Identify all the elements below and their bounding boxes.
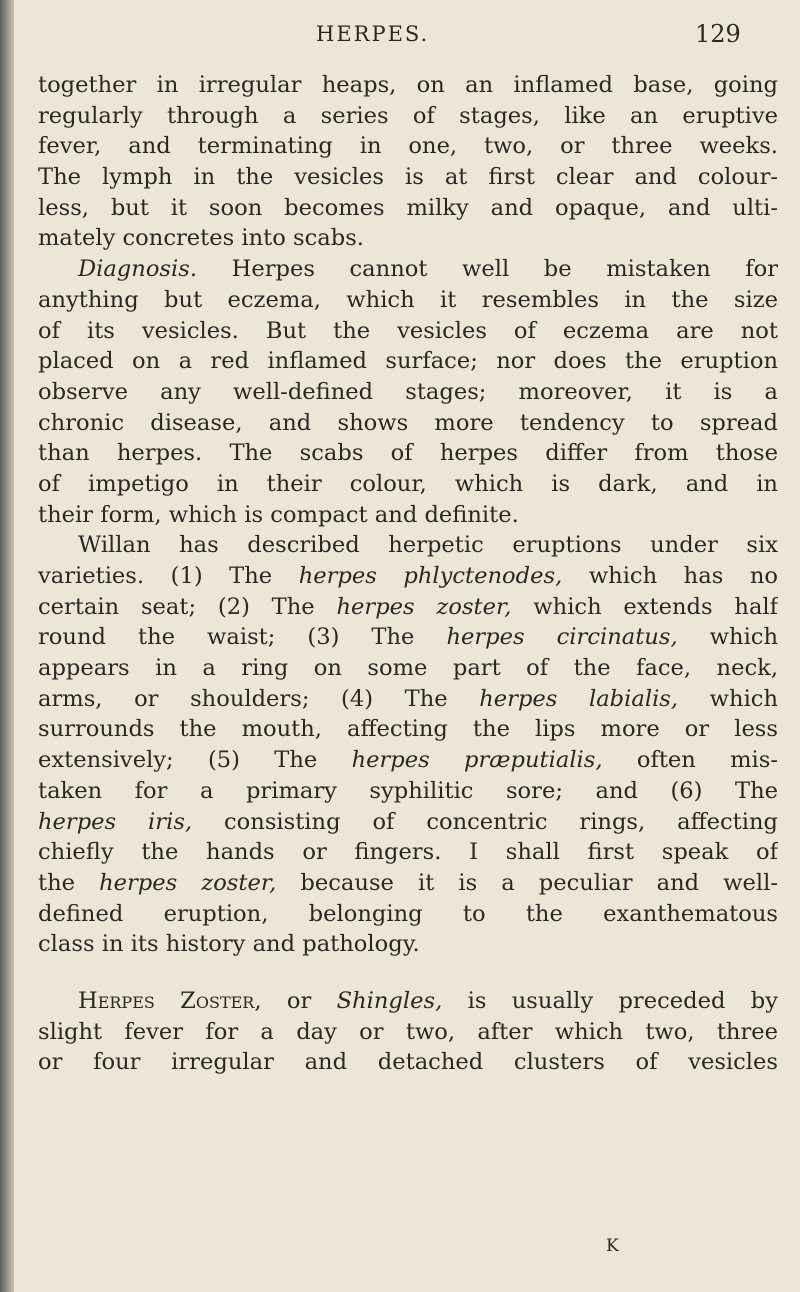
- text-line: [38, 316, 778, 347]
- text-line: [38, 592, 778, 623]
- signature-mark: K: [606, 1236, 619, 1256]
- text-line: [38, 162, 778, 193]
- text-line: [38, 408, 778, 439]
- text-run: chiefly the hands or fingers. I shall first speak of: [38, 839, 778, 866]
- text-line: [38, 776, 778, 807]
- text-line: [38, 346, 778, 377]
- italic-text: Shingles,: [336, 987, 443, 1014]
- text-run: which: [678, 685, 778, 712]
- page-number: 129: [695, 20, 741, 48]
- text-run: certain seat; (2) The: [38, 593, 337, 620]
- text-run: the: [38, 869, 100, 896]
- text-run: mately concretes into scabs.: [38, 225, 364, 252]
- text-run: arms, or shoulders; (4) The: [38, 685, 480, 712]
- italic-text: herpes præputialis,: [351, 747, 603, 774]
- text-line: [38, 377, 778, 408]
- text-line: [38, 285, 778, 316]
- text-run: slight fever for a day or two, after which two, three: [38, 1018, 778, 1045]
- text-run: The lymph in the vesicles is at first clear and colour-: [38, 164, 778, 191]
- text-run: round the waist; (3) The: [38, 624, 447, 651]
- italic-text: herpes iris,: [38, 808, 193, 835]
- small-caps-text: Herpes Zoster,: [78, 987, 262, 1014]
- text-run: of its vesicles. But the vesicles of eczema are not: [38, 317, 778, 344]
- text-run: often mis-: [602, 747, 778, 774]
- text-run: less, but it soon becomes milky and opaque, and ulti-: [38, 194, 778, 221]
- text-line: [38, 530, 778, 561]
- text-run: defined eruption, belonging to the exanthematous: [38, 900, 778, 927]
- text-line: [38, 899, 778, 930]
- text-run: chronic disease, and shows more tendency to spread: [38, 409, 778, 436]
- text-run: or: [261, 987, 337, 1014]
- text-run: Willan has described herpetic eruptions under six: [78, 532, 778, 559]
- text-run: Herpes cannot well be mistaken for: [197, 256, 778, 283]
- text-line: [38, 101, 778, 132]
- text-line: [38, 131, 778, 162]
- text-run: appears in a ring on some part of the face, neck,: [38, 655, 778, 682]
- text-run: observe any well-defined stages; moreover, it is a: [38, 378, 778, 405]
- text-line: [38, 929, 778, 960]
- text-run: is usually preceded by: [442, 987, 778, 1014]
- text-run: placed on a red inflamed surface; nor does the eruption: [38, 348, 778, 375]
- text-run: surrounds the mouth, affecting the lips more or less: [38, 716, 778, 743]
- text-line: [38, 807, 778, 838]
- text-run: of impetigo in their colour, which is dark, and in: [38, 470, 778, 497]
- text-run: class in its history and pathology.: [38, 931, 420, 958]
- text-line: [38, 193, 778, 224]
- text-line: [38, 714, 778, 745]
- text-run: or four irregular and detached clusters of vesicles: [38, 1049, 778, 1076]
- text-line: [38, 1017, 778, 1048]
- italic-text: herpes circinatus,: [446, 624, 678, 651]
- text-line: [38, 622, 778, 653]
- text-line: [38, 986, 778, 1017]
- text-run: because it is a peculiar and well-: [276, 869, 778, 896]
- text-line: [38, 223, 778, 254]
- text-run: fever, and terminating in one, two, or three weeks.: [38, 133, 778, 160]
- italic-text: herpes phlyctenodes,: [298, 563, 563, 589]
- italic-text: herpes zoster,: [99, 869, 277, 896]
- text-line: [38, 684, 778, 715]
- italic-text: herpes labialis,: [479, 685, 679, 712]
- text-run: anything but eczema, which it resembles in the size: [38, 286, 778, 313]
- text-line: [38, 1047, 778, 1078]
- italic-text: Diagnosis.: [78, 256, 198, 283]
- text-line: [38, 653, 778, 684]
- text-line: [38, 561, 778, 592]
- text-line: [38, 500, 778, 531]
- text-run: which: [677, 624, 778, 651]
- book-page: [14, 0, 800, 1292]
- page-header: [14, 20, 800, 54]
- text-line: [38, 745, 778, 776]
- text-run: together in irregular heaps, on an inflamed base, going: [38, 72, 778, 98]
- text-line: [38, 469, 778, 500]
- text-run: regularly through a series of stages, like an eruptive: [38, 102, 778, 129]
- italic-text: herpes zoster,: [336, 593, 512, 620]
- text-line: [38, 438, 778, 469]
- paragraph-gap: [38, 960, 778, 986]
- text-line: [38, 254, 778, 285]
- text-run: taken for a primary syphilitic sore; and (6) The: [38, 777, 778, 804]
- text-run: their form, which is compact and definite.: [38, 501, 519, 528]
- text-run: extensively; (5) The: [38, 747, 352, 774]
- text-line: [38, 868, 778, 899]
- body-text: [38, 70, 778, 1078]
- text-run: varieties. (1) The: [38, 563, 299, 589]
- text-run: which extends half: [511, 593, 778, 620]
- running-head: HERPES.: [316, 22, 430, 46]
- text-run: than herpes. The scabs of herpes differ from those: [38, 440, 778, 467]
- text-run: which has no: [562, 563, 778, 589]
- text-line: [38, 70, 778, 101]
- text-run: consisting of concentric rings, affecting: [192, 808, 778, 835]
- book-gutter-shadow: [0, 0, 14, 1292]
- text-line: [38, 837, 778, 868]
